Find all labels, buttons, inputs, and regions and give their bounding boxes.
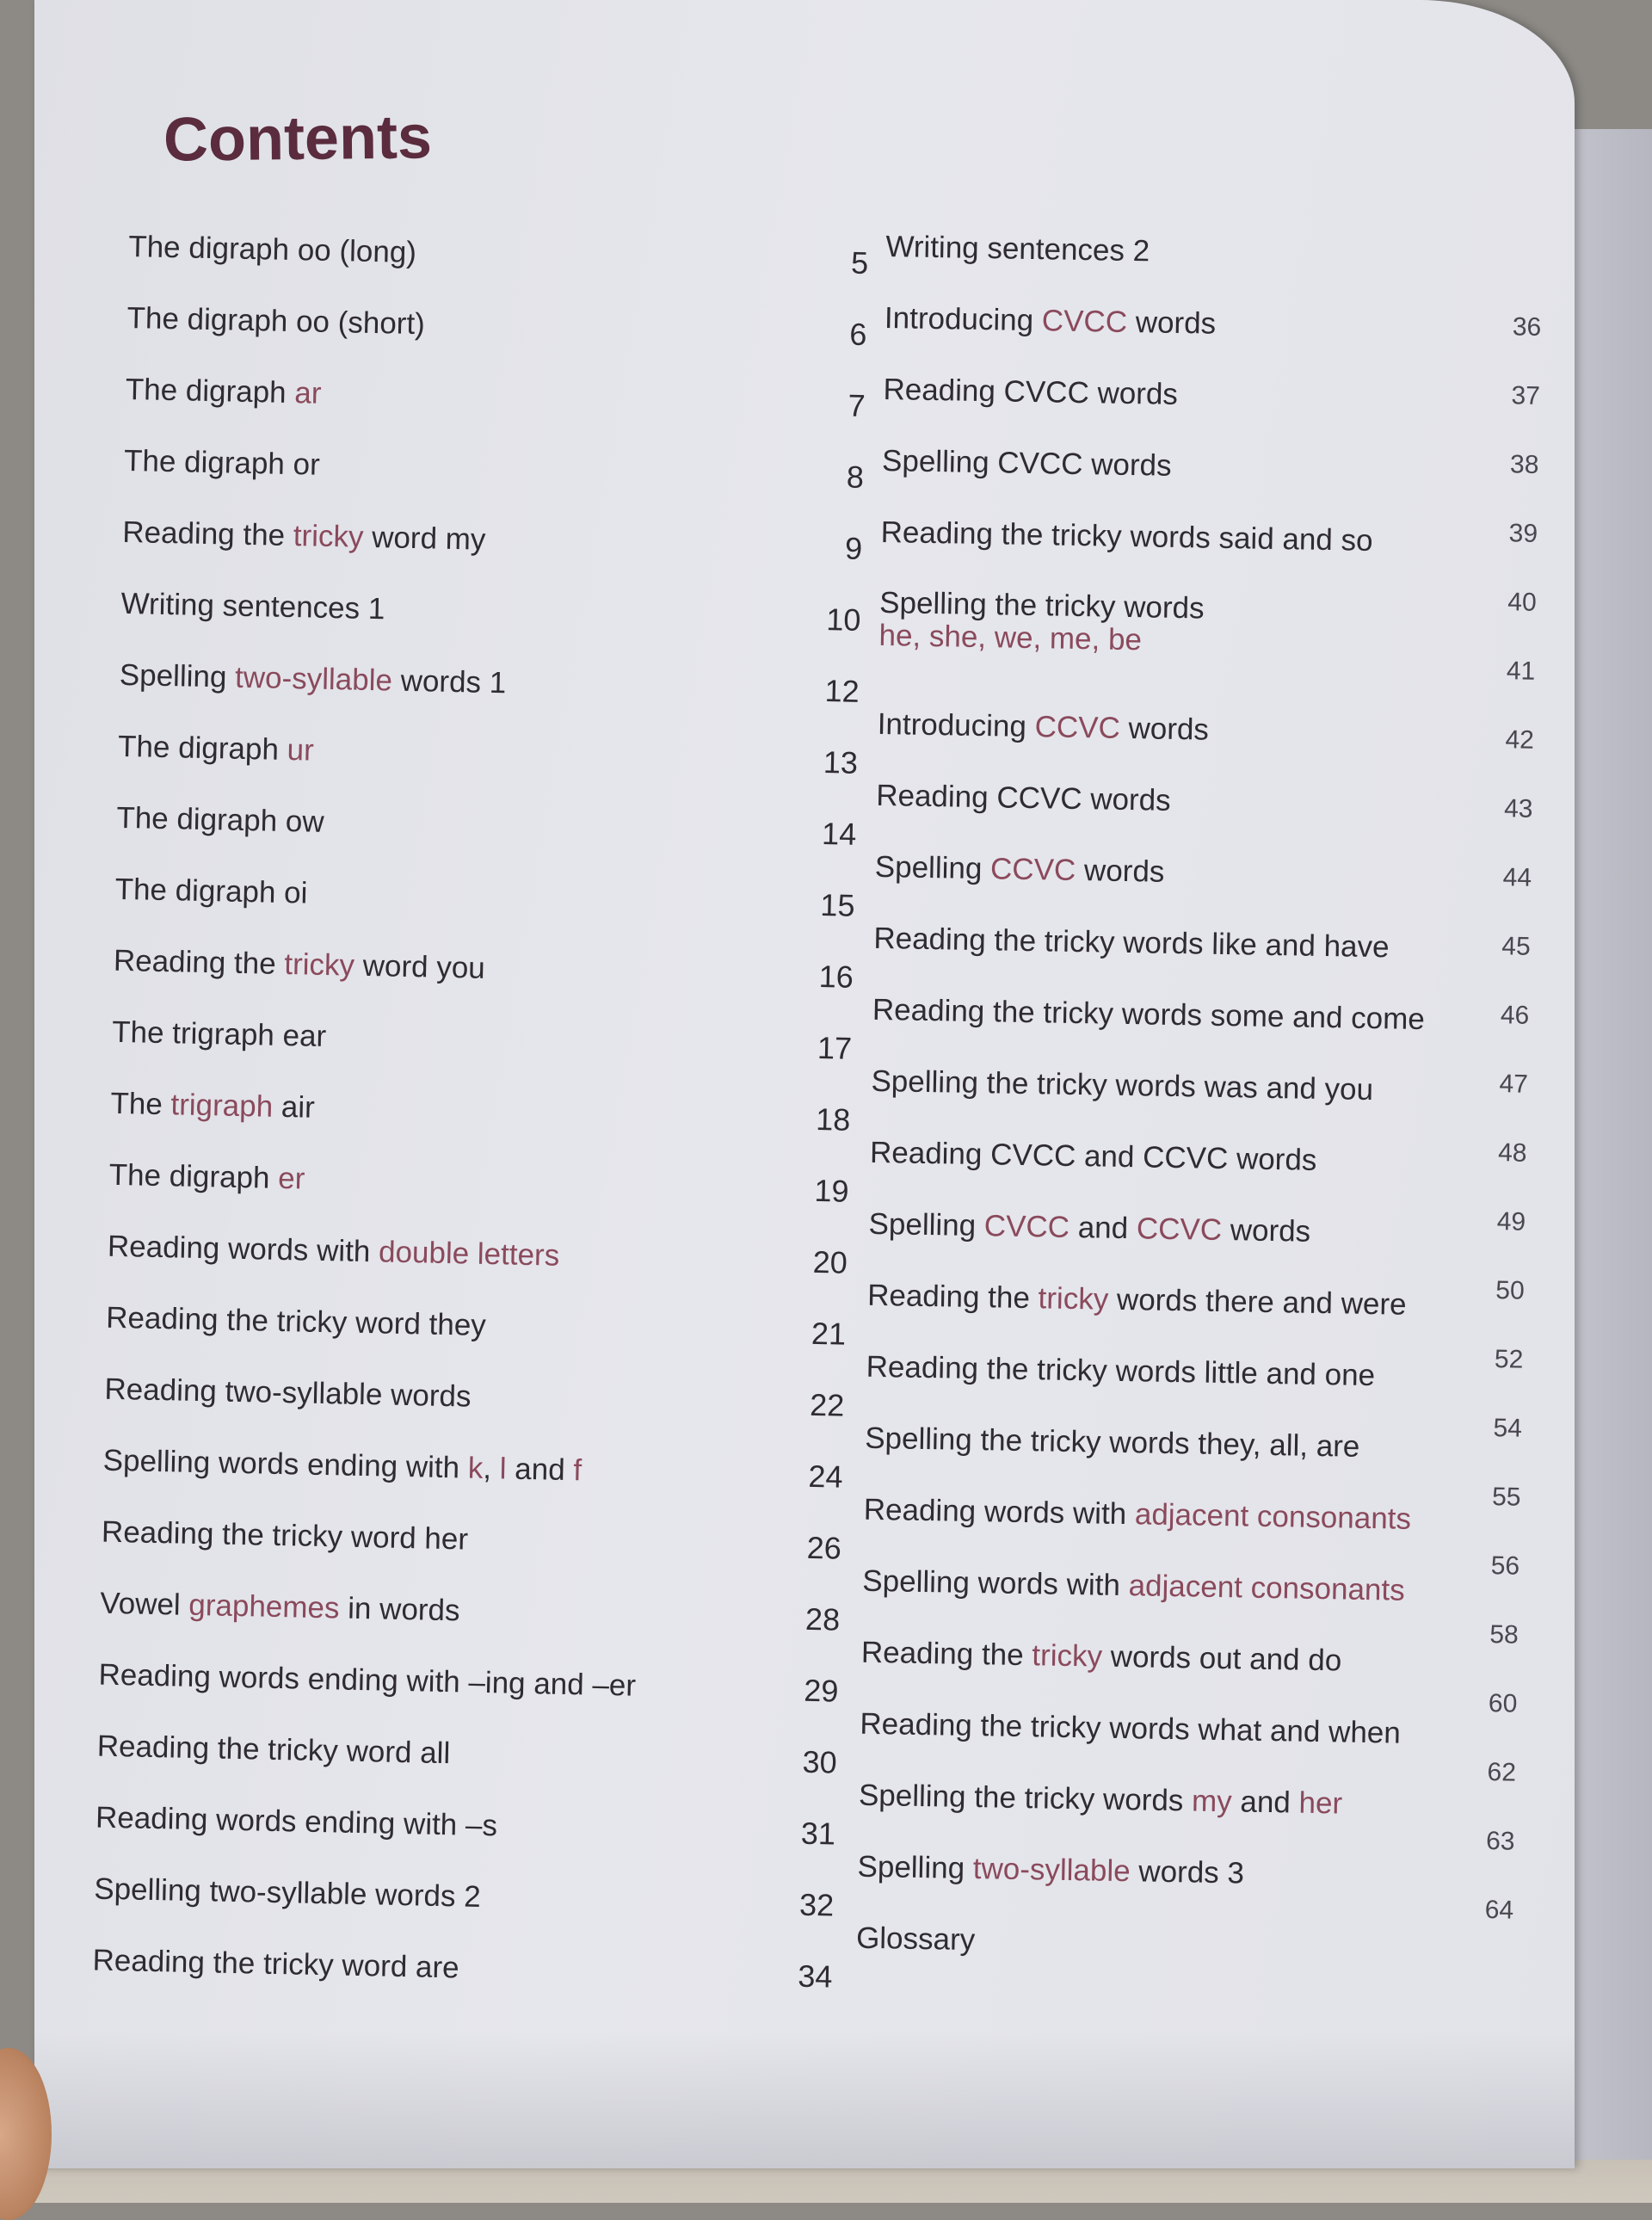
highlighted-term: trigraph xyxy=(170,1088,274,1124)
book-page xyxy=(34,0,1575,2168)
title-text: Introducing xyxy=(877,706,1035,744)
title-text: words out and do xyxy=(1101,1639,1342,1678)
title-text: The digraph xyxy=(125,372,295,410)
contents-entry xyxy=(92,1933,834,2020)
page-number: 44 xyxy=(1502,863,1532,892)
page-number: 52 xyxy=(1494,1345,1524,1374)
title-text: Spelling two-syllable words 2 xyxy=(93,1872,482,1914)
title-text: The digraph ow xyxy=(116,800,325,839)
title-text: , xyxy=(482,1451,501,1486)
entry-title xyxy=(862,1564,1405,1608)
entry-title xyxy=(873,922,1390,965)
entry-title xyxy=(108,1158,305,1197)
highlighted-term: double letters xyxy=(378,1235,560,1273)
highlighted-term: f xyxy=(572,1453,583,1488)
page-number: 47 xyxy=(1499,1070,1529,1099)
page-number: 26 xyxy=(806,1529,842,1566)
highlighted-term: CCVC xyxy=(1034,710,1121,745)
title-text: The digraph oo (short) xyxy=(126,300,426,342)
contents-entry xyxy=(874,840,1546,923)
entry-title xyxy=(108,1230,560,1273)
title-text: Spelling CVCC words xyxy=(881,443,1172,483)
title-text: The trigraph ear xyxy=(111,1014,327,1054)
contents-entry xyxy=(860,1625,1532,1709)
page-number: 42 xyxy=(1505,725,1535,755)
highlighted-term: graphemes xyxy=(188,1588,340,1625)
page-number: 12 xyxy=(824,673,860,709)
entry-title xyxy=(860,1707,1401,1751)
title-text: Reading the tricky words said and so xyxy=(880,515,1373,558)
entry-title xyxy=(104,1372,472,1415)
page-number: 10 xyxy=(825,601,861,638)
page-number: 58 xyxy=(1489,1620,1519,1650)
page-number: 24 xyxy=(808,1458,844,1495)
title-text: word my xyxy=(363,520,486,557)
highlighted-term: two-syllable xyxy=(234,660,393,698)
entry-title xyxy=(885,301,1217,342)
page-number: 34 xyxy=(797,1958,833,1995)
page-number: 5 xyxy=(850,244,869,281)
title-text: Reading the tricky word are xyxy=(92,1943,459,1985)
title-text: Reading two-syllable words xyxy=(104,1372,472,1414)
title-text: Reading the xyxy=(121,515,294,553)
title-text: Spelling xyxy=(868,1206,985,1243)
highlighted-term: tricky xyxy=(283,947,355,983)
entry-title xyxy=(92,1944,459,1986)
page-number: 28 xyxy=(804,1600,841,1637)
page-number: 37 xyxy=(1511,381,1541,410)
title-text: Spelling words with xyxy=(862,1563,1129,1603)
entry-title xyxy=(870,1136,1317,1178)
title-text: Reading words ending with –ing and –er xyxy=(98,1657,637,1703)
title-text: The digraph xyxy=(127,229,299,268)
entry-title xyxy=(866,1350,1375,1393)
title-text: Reading the xyxy=(860,1635,1032,1673)
contents-entry xyxy=(855,1911,1527,1995)
title-text: Writing sentences 2 xyxy=(885,229,1150,268)
contents-right-column xyxy=(855,219,1557,1994)
title-text: Reading the tricky words like and have xyxy=(873,921,1390,965)
entry-title xyxy=(857,1850,1244,1891)
entry-title xyxy=(863,1493,1411,1537)
title-text: Reading the tricky word her xyxy=(101,1514,469,1557)
page-number: 17 xyxy=(817,1029,853,1066)
page-number: 40 xyxy=(1507,588,1537,617)
page-number: 54 xyxy=(1493,1414,1523,1443)
entry-title xyxy=(98,1658,636,1704)
page-number: 19 xyxy=(814,1172,849,1209)
entry-title xyxy=(122,515,486,558)
contents-entry xyxy=(868,1197,1540,1280)
entry-title xyxy=(872,993,1426,1037)
page-number: 39 xyxy=(1508,519,1538,548)
entry-title xyxy=(116,801,324,840)
entry-title xyxy=(861,1636,1342,1679)
contents-left-column xyxy=(92,219,869,2020)
title-text: Reading words with xyxy=(863,1492,1136,1532)
entry-title xyxy=(114,873,308,911)
highlighted-term: CCVC xyxy=(989,852,1076,887)
contents-entry xyxy=(863,1483,1535,1566)
page-number: 18 xyxy=(815,1101,851,1138)
page-number: 21 xyxy=(811,1315,847,1352)
highlighted-term: CVCC xyxy=(983,1209,1070,1244)
page-number: 46 xyxy=(1500,1001,1530,1030)
title-text: or xyxy=(293,447,321,482)
entry-title xyxy=(120,587,385,626)
entry-title xyxy=(885,230,1150,268)
title-text: Spelling xyxy=(119,657,236,694)
title-text: and xyxy=(1231,1785,1299,1820)
title-text: Reading the tricky word they xyxy=(105,1300,487,1342)
entry-title xyxy=(876,779,1171,818)
title-text: words there and were xyxy=(1107,1282,1407,1322)
contents-entry xyxy=(857,1840,1529,1923)
entry-title xyxy=(106,1301,486,1343)
page-number: 32 xyxy=(798,1886,835,1923)
highlighted-term: CCVC xyxy=(1136,1212,1223,1247)
page-number: 62 xyxy=(1487,1758,1517,1787)
entry-title xyxy=(875,850,1165,890)
title-text: Reading the tricky words what and when xyxy=(860,1706,1402,1750)
contents-entry xyxy=(866,1340,1538,1423)
entry-title xyxy=(102,1444,582,1489)
title-text: oo xyxy=(297,233,332,268)
entry-title xyxy=(125,373,321,411)
contents-entry xyxy=(884,291,1556,374)
title-text: words 1 xyxy=(391,663,507,700)
title-text: Reading the tricky words little and one xyxy=(866,1349,1376,1393)
title-text: Reading the tricky word all xyxy=(96,1729,451,1771)
page-number: 7 xyxy=(848,387,866,423)
page-number: 13 xyxy=(823,744,859,780)
highlighted-term: tricky xyxy=(1032,1638,1103,1674)
contents-entry xyxy=(877,697,1549,780)
entry-title xyxy=(878,587,1205,658)
contents-entry xyxy=(880,505,1552,589)
title-text: and xyxy=(506,1452,574,1488)
highlighted-term: l xyxy=(499,1452,507,1486)
title-text: words 3 xyxy=(1130,1854,1245,1890)
contents-entry xyxy=(878,577,1550,709)
contents-entry xyxy=(858,1768,1530,1852)
highlighted-term: tricky xyxy=(1038,1281,1109,1317)
page-number: 64 xyxy=(1484,1896,1514,1925)
entry-title xyxy=(94,1872,481,1915)
title-text: Spelling the tricky words xyxy=(858,1778,1193,1818)
title-text: Spelling xyxy=(874,849,991,886)
title-text: words xyxy=(1119,711,1210,747)
title-text: The digraph xyxy=(108,1157,279,1195)
page-number: 50 xyxy=(1495,1276,1525,1305)
page-number: 29 xyxy=(803,1672,839,1709)
page-number: 55 xyxy=(1491,1483,1521,1512)
title-text: Reading words with xyxy=(107,1229,379,1269)
entry-title xyxy=(882,444,1172,484)
highlighted-term: ar xyxy=(293,376,322,410)
page-number: 38 xyxy=(1509,450,1539,479)
title-text: Reading CVCC and CCVC words xyxy=(869,1135,1317,1177)
entry-title xyxy=(96,1801,498,1844)
title-text: Spelling the tricky words xyxy=(878,585,1205,626)
title-text: Reading words ending with –s xyxy=(95,1800,498,1843)
contents-entry xyxy=(881,434,1553,517)
page-number: 16 xyxy=(818,958,854,995)
entry-title xyxy=(114,944,486,986)
page-number: 43 xyxy=(1503,794,1533,823)
contents-entry xyxy=(866,1268,1538,1352)
title-text: The digraph xyxy=(123,443,294,482)
highlighted-term: her xyxy=(1298,1785,1343,1821)
title-text: word you xyxy=(354,948,486,985)
title-text: Introducing xyxy=(884,300,1043,338)
highlighted-term: my xyxy=(1191,1784,1233,1819)
page-number: 14 xyxy=(821,816,857,852)
page-title: Contents xyxy=(163,102,433,175)
entry-title xyxy=(880,515,1373,558)
entry-title xyxy=(96,1730,450,1772)
title-text: words xyxy=(1221,1212,1311,1249)
page-number: 41 xyxy=(1506,657,1536,686)
title-text: Reading CCVC words xyxy=(875,778,1171,817)
title-text: Vowel xyxy=(99,1586,189,1622)
page-number: 9 xyxy=(844,530,863,566)
entry-title xyxy=(126,301,425,342)
contents-entry xyxy=(873,911,1545,995)
page-number: 31 xyxy=(800,1815,836,1852)
page-number: 48 xyxy=(1497,1138,1527,1168)
title-text: Reading the tricky words some and come xyxy=(872,992,1426,1037)
contents-entry xyxy=(872,983,1544,1066)
title-text: The digraph oi xyxy=(114,872,308,910)
entry-title xyxy=(859,1779,1343,1822)
entry-title xyxy=(128,230,416,270)
title-text: words xyxy=(1126,305,1217,341)
page-number: 30 xyxy=(802,1743,838,1780)
page-number: 6 xyxy=(848,316,867,352)
page-number: 45 xyxy=(1501,932,1531,961)
entry-title xyxy=(883,373,1178,412)
entry-title xyxy=(119,658,506,700)
title-text: Spelling xyxy=(857,1849,974,1886)
highlighted-term: CVCC xyxy=(1041,304,1128,339)
contents-entry xyxy=(875,768,1547,852)
title-text: Glossary xyxy=(855,1921,976,1958)
entry-title xyxy=(124,444,320,483)
highlighted-term: two-syllable xyxy=(972,1852,1131,1889)
highlighted-term: er xyxy=(277,1161,305,1196)
contents-entry xyxy=(885,219,1557,303)
entry-title xyxy=(865,1421,1360,1465)
entry-title xyxy=(100,1587,460,1629)
title-text: Spelling the tricky words they, all, are xyxy=(864,1421,1360,1464)
page-number: 56 xyxy=(1490,1551,1520,1581)
page-number: 36 xyxy=(1512,312,1542,342)
highlighted-term: ur xyxy=(287,732,315,768)
page-number: 15 xyxy=(820,887,855,923)
contents-entry xyxy=(860,1697,1532,1780)
contents-entry xyxy=(864,1411,1536,1495)
highlighted-term: he, she, we, me, be xyxy=(878,618,1143,657)
title-text: Reading CVCC words xyxy=(883,372,1179,411)
page-number: 22 xyxy=(809,1386,845,1423)
contents-entry xyxy=(861,1554,1533,1637)
entry-title xyxy=(871,1064,1373,1107)
title-text: air xyxy=(272,1089,316,1125)
highlighted-term: tricky xyxy=(293,519,364,554)
title-text: The xyxy=(110,1086,171,1122)
entry-title xyxy=(867,1279,1407,1323)
page-number: 63 xyxy=(1485,1827,1515,1856)
contents-entry xyxy=(869,1125,1541,1209)
title-text: Reading the xyxy=(113,943,285,981)
title-text: (long) xyxy=(330,233,417,269)
entry-title xyxy=(110,1087,315,1125)
contents-entry xyxy=(871,1054,1543,1138)
entry-title xyxy=(102,1515,469,1557)
entry-title xyxy=(856,1921,976,1958)
title-text: Spelling words ending with xyxy=(102,1443,469,1485)
highlighted-term: adjacent consonants xyxy=(1134,1497,1412,1536)
title-text: words xyxy=(1075,853,1165,889)
page-number: 20 xyxy=(812,1243,848,1280)
page-number: 8 xyxy=(846,459,865,495)
entry-title xyxy=(118,730,314,768)
page-number: 49 xyxy=(1496,1207,1526,1236)
entry-title xyxy=(868,1207,1310,1249)
title-text: and xyxy=(1069,1210,1137,1246)
highlighted-term: adjacent consonants xyxy=(1128,1569,1406,1607)
title-text: Writing sentences 1 xyxy=(120,586,385,626)
title-text: in words xyxy=(339,1591,460,1628)
entry-title xyxy=(877,707,1209,748)
title-text: Reading the xyxy=(866,1278,1039,1316)
page-number: 60 xyxy=(1488,1689,1518,1718)
highlighted-term: k xyxy=(467,1451,484,1485)
title-text: Spelling the tricky words was and you xyxy=(871,1064,1374,1107)
title-text: The digraph xyxy=(117,729,288,767)
entry-title xyxy=(112,1015,327,1054)
contents-entry xyxy=(883,362,1555,446)
